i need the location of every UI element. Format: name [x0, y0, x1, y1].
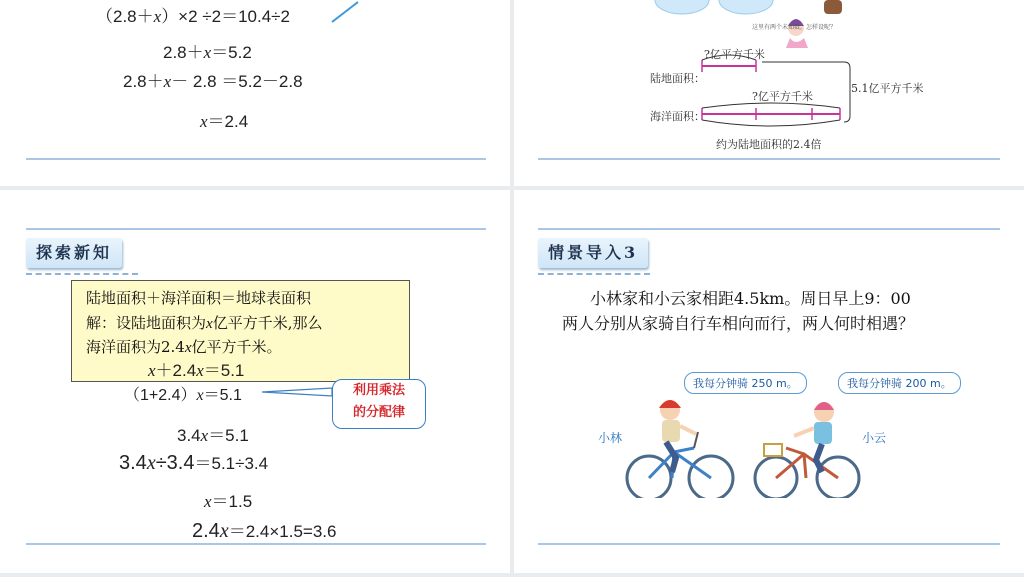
divider-line [26, 543, 486, 545]
divider-line [538, 543, 1000, 545]
distributive-law-callout [332, 379, 426, 429]
girl-rider-icon [794, 402, 834, 472]
section-badge: 探索新知 [26, 238, 122, 268]
note-line-1: 陆地面积＋海洋面积＝地球表面积 [86, 289, 312, 307]
slide-scenario-intro [514, 190, 1024, 573]
speech-bubble-left: 我每分钟骑 250 m。 [684, 372, 807, 394]
equation-step-3: 3.4x＝5.1 [177, 426, 249, 445]
bicycle-right-icon [755, 444, 859, 498]
callout-line-1: 利用乘法 [352, 383, 405, 398]
ocean-unknown-label: ?亿平方千米 [752, 90, 813, 103]
name-label-right: 小云 [862, 431, 887, 445]
equation-step-6: 2.4x＝2.4×1.5=3.6 [192, 520, 337, 542]
callout-pointer [330, 0, 360, 24]
story-line-1: 小林家和小云家相距4.5km。周日早上9：00 [590, 289, 911, 308]
land-area-label: 陆地面积： [650, 72, 705, 85]
cyclists-illustration [614, 386, 874, 498]
ocean-area-label: 海洋面积： [650, 110, 705, 123]
story-line-2: 两人分别从家骑自行车相向而行，两人何时相遇？ [562, 314, 915, 333]
callout-line-2: 的分配律 [352, 405, 405, 420]
equation-step-1: x＋2.4x＝5.1 [148, 361, 245, 380]
top-divider-line [538, 228, 1000, 230]
thought-bubble-text: 这里有两个未知数，怎样设呢？ [752, 24, 837, 31]
divider-line [538, 158, 1000, 160]
speech-bubble-right: 我每分钟骑 200 m。 [838, 372, 961, 394]
equation-line-2: 2.8＋x＝5.2 [163, 43, 252, 62]
note-line-3: 海洋面积为2.4x亿平方千米。 [86, 338, 282, 356]
equation-step-4: 3.4x÷3.4＝5.1÷3.4 [119, 452, 269, 474]
section-badge: 情景导入3 [538, 238, 648, 268]
land-unknown-label: ?亿平方千米 [704, 48, 765, 61]
equation-line-3: 2.8＋x－ 2.8 ＝5.2－2.8 [123, 72, 303, 91]
name-label-left: 小林 [598, 431, 623, 445]
ratio-label: 约为陆地面积的2.4倍 [716, 138, 822, 151]
note-line-2: 解：设陆地面积为x亿平方千米,那么 [86, 314, 323, 332]
top-divider-line [26, 228, 486, 230]
total-area-label: 5.1亿平方千米 [851, 82, 924, 95]
slide-equation-solution [0, 0, 510, 186]
slide-area-diagram [514, 0, 1024, 186]
badge-underline [538, 273, 650, 275]
equation-step-2: （1+2.4）x＝5.1 [124, 387, 242, 404]
bicycle-left-icon [627, 432, 733, 498]
equation-step-5: x＝1.5 [204, 492, 253, 511]
badge-underline [26, 273, 138, 275]
equation-line-4: x＝2.4 [200, 112, 249, 131]
callout-pointer [262, 386, 334, 400]
slide-explore-new-knowledge [0, 190, 510, 573]
divider-line [26, 158, 486, 160]
equation-line-1: （2.8＋x）×2 ÷2＝10.4÷2 [96, 7, 290, 26]
